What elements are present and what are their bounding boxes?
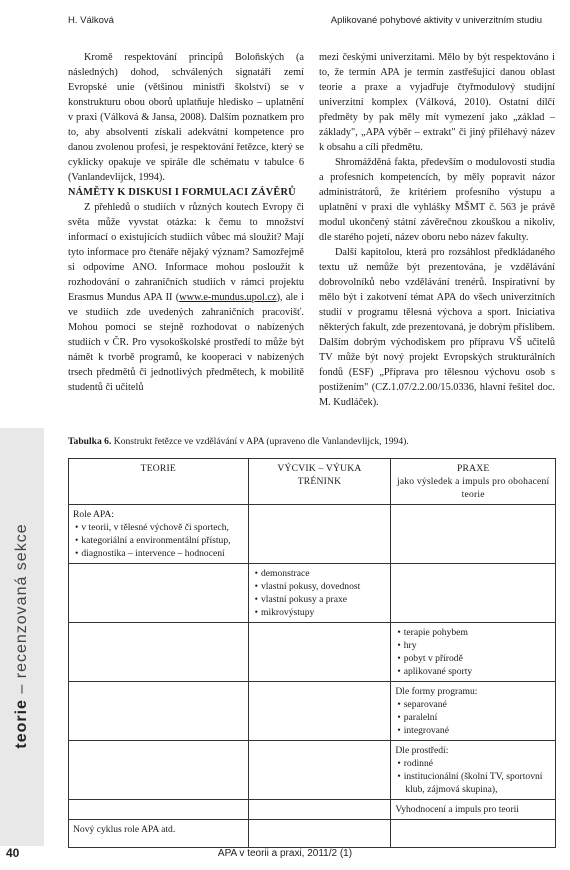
list-item: • paralelní xyxy=(395,711,551,724)
left-column xyxy=(68,50,304,395)
left-paragraph-2-end: ), ale i ve studiích zde uvedených zahraničních pracovišť. Mohou pomoci se stejně rozhodovat o nabízených studiích v ČR. Pro vysokoškolské prostředí to může být námět k tvorbě programů, ke kooperaci v nabízených trsech předmětů či jednotlivých předmětech, k mobilitě studentů či učitelů xyxy=(68,292,304,393)
practice-cell xyxy=(391,623,556,682)
header-training-line2: TRÉNINK xyxy=(297,476,342,487)
environment-title: Dle prostředí: xyxy=(395,745,449,756)
header-practice-line2: jako výsledek a impuls pro obohacení teorie xyxy=(396,476,550,500)
left-paragraph-1: Kromě respektování principů Boloňských (a následných) dohod, schválených signatáři zemí Evropské unie (většinou ministři školství) se v konstrukturu obou oborů uplatňuje hledisko – uplatnění v praxi (Válková & Jansa, 2008). Dalším poznatkem pro to, aby absolventi získali adekvátní kompetence pro danou zvolenou profesi, je respektování řetězce, který se cyklicky opakuje ve spirále dle schématu v tabulce 6 (Vanlandevlijck, 1994). xyxy=(68,52,304,183)
environment-list xyxy=(395,757,551,796)
side-label-bold: teorie xyxy=(13,699,30,749)
empty-cell xyxy=(248,505,391,564)
list-item: • demonstrace xyxy=(253,567,387,580)
left-paragraph-2-start: Z přehledů o studiích v různých koutech Evropy či světa může vyvstat otázka: k čemu to množství informací o existujících studiích vůbec má sloužit? Mají tyto informace pro čtenáře nějaký význam? Samozřejmě si odpovíme ANO. Informace mohou posloužit k rozhodování o zahraničních studiích v rámci projektu Erasmus Mundus APA II ( xyxy=(68,202,304,303)
empty-cell xyxy=(248,682,391,741)
environment-cell xyxy=(391,741,556,800)
header-training xyxy=(248,459,391,505)
empty-cell xyxy=(391,505,556,564)
list-item: • rodinné xyxy=(395,757,551,770)
list-item: • v teorii, v tělesné výchově či sportech, xyxy=(73,521,244,534)
table-caption xyxy=(68,436,409,447)
list-item: • aplikované sporty xyxy=(395,665,551,678)
right-column xyxy=(319,50,555,410)
practice-list xyxy=(395,626,551,678)
empty-cell xyxy=(391,820,556,848)
training-list xyxy=(253,567,387,619)
role-list xyxy=(73,521,244,560)
list-item: • mikrovýstupy xyxy=(253,606,387,619)
list-item: • vlastní pokusy a praxe xyxy=(253,593,387,606)
empty-cell xyxy=(248,623,391,682)
section-side-label xyxy=(13,523,31,748)
running-header-author: H. Válková xyxy=(68,15,114,26)
list-item: • diagnostika – intervence – hodnocení xyxy=(73,547,244,560)
list-item: • pobyt v přírodě xyxy=(395,652,551,665)
empty-cell xyxy=(69,623,249,682)
empty-cell xyxy=(69,682,249,741)
header-training-line1: VÝCVIK – VÝUKA xyxy=(277,463,362,474)
header-theory-text: TEORIE xyxy=(140,463,176,474)
list-item: • terapie pohybem xyxy=(395,626,551,639)
forms-title: Dle formy programu: xyxy=(395,686,478,697)
right-paragraph-3: Další kapitolou, která pro rozsáhlost předkládaného textu už nemůže být prezentována, je vzdělávání dobrovolníků nebo vzdělávání trenérů. Inspirativní by mělo být i zakotvení témat APA do všech univerzitních studií v programu tělesná výchova a sport. Iniciativa některých fakult, zde prezentovaná, je dobrým příslibem. Dalším dobrým východiskem pro přípravu VŠ učitelů TV může být nový projekt Evropských strukturálních fondů (ESF) „Příprava pro tělesnou výchovu osob s postižením" (CZ.1.07/2.2.00/15.0336, hlavní řešitel doc. M. Kudláček). xyxy=(319,247,555,408)
empty-cell xyxy=(69,800,249,820)
running-header-title: Aplikované pohybové aktivity v univerzitním studiu xyxy=(330,15,542,26)
feedback-cell: Vyhodnocení a impuls pro teorii xyxy=(391,800,556,820)
role-cell xyxy=(69,505,249,564)
left-paragraph-2 xyxy=(68,200,304,395)
page-number: 40 xyxy=(6,846,20,860)
erasmus-link[interactable]: www.e-mundus.upol.cz xyxy=(179,292,277,303)
training-cell xyxy=(248,564,391,623)
empty-cell xyxy=(248,741,391,800)
right-paragraph-2: Shromážděná fakta, především o modulovosti studia a profesních kompetencích, by měly popravit názor administrátorů, že kritériem profesního výstupu a uplatnění v praxi dle vyhlášky MŠMT č. 563 je právě modul ukončený státní závěrečnou zkouškou a nikoliv, dle starého pojetí, název oboru nebo název fakulty. xyxy=(319,157,555,243)
role-title: Role APA: xyxy=(73,509,114,520)
list-item: • hry xyxy=(395,639,551,652)
table-caption-label: Tabulka 6. xyxy=(68,436,112,447)
list-item: • integrované xyxy=(395,724,551,737)
empty-cell xyxy=(69,741,249,800)
new-cycle-cell: Nový cyklus role APA atd. xyxy=(69,820,249,848)
side-label-rest: – recenzovaná sekce xyxy=(13,523,30,700)
empty-cell xyxy=(391,564,556,623)
forms-list xyxy=(395,698,551,737)
section-heading: NÁMĚTY K DISKUSI I FORMULACI ZÁVĚRŮ xyxy=(68,187,296,198)
list-item: • kategoriální a environmentální přístup, xyxy=(73,534,244,547)
header-practice xyxy=(391,459,556,505)
header-practice-line1: PRAXE xyxy=(456,463,490,474)
right-paragraph-1: mezi českými univerzitami. Mělo by být respektováno i to, že termín APA je termín zastřešující danou oblast teorie a praxe a vyjadřuje čtyřmodulový studijní univerzitní komplex (Válková, 2010). Ostatní dílčí předměty by pak měly mít vymezení jako „základ – základy", „APA výběr – extrakt" či jiný přiléhavý název k obsahu a cíli předmětu. xyxy=(319,52,555,153)
empty-cell xyxy=(69,564,249,623)
list-item: • separované xyxy=(395,698,551,711)
empty-cell xyxy=(248,800,391,820)
chain-table xyxy=(68,458,556,848)
empty-cell xyxy=(248,820,391,848)
footer-journal: APA v teorii a praxi, 2011/2 (1) xyxy=(217,848,353,859)
header-theory xyxy=(69,459,249,505)
table-caption-text: Konstrukt řetězce ve vzdělávání v APA (upraveno dle Vanlandevlijck, 1994). xyxy=(111,436,409,447)
list-item: • vlastní pokusy, dovednost xyxy=(253,580,387,593)
forms-cell xyxy=(391,682,556,741)
list-item: • institucionální (školní TV, sportovní klub, zájmová skupina), xyxy=(395,770,551,796)
